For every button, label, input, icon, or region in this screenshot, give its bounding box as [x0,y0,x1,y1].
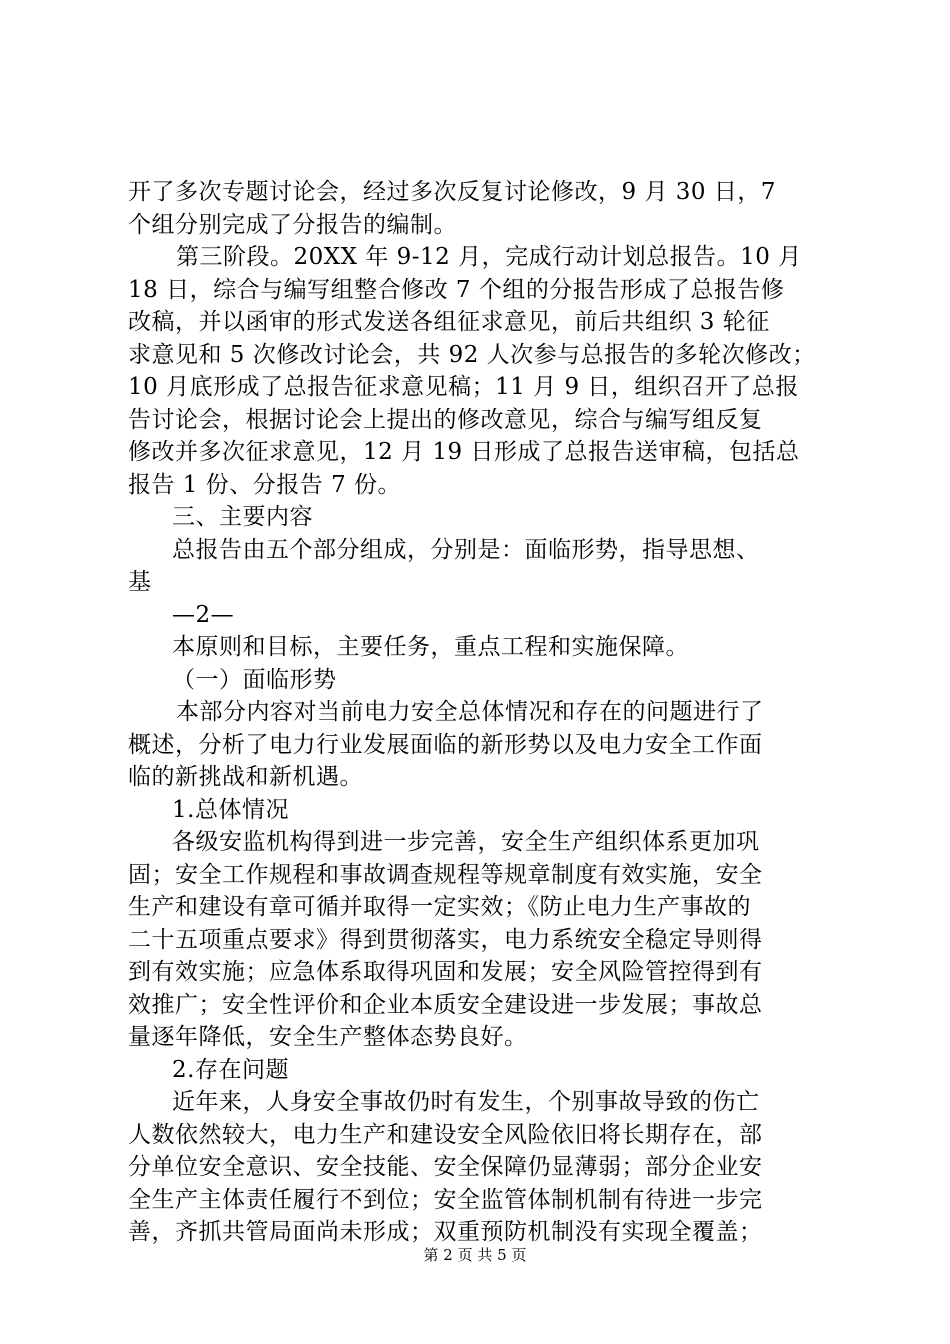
text-line: 人数依然较大，电力生产和建设安全风险依旧将长期存在，部 [128,1121,763,1148]
item-heading: 2.存在问题 [172,1056,289,1083]
page-number-marker: —2— [172,601,235,628]
document-body [128,176,828,1249]
text-line: 个组分别完成了分报告的编制。 [128,211,457,238]
text-line: 分单位安全意识、安全技能、安全保障仍显薄弱；部分企业安 [128,1154,763,1180]
text-line: 概述，分析了电力行业发展面临的新形势以及电力安全工作面 [128,731,763,758]
paragraph-start: 各级安监机构得到进一步完善，安全生产组织体系更加巩 [172,829,760,855]
text-line: 全生产主体责任履行不到位；安全监管体制机制有待进一步完 [128,1186,763,1213]
text-line: 到有效实施；应急体系取得巩固和发展；安全风险管控得到有 [128,959,763,985]
section-heading: 三、主要内容 [172,504,313,530]
paragraph-start: 总报告由五个部分组成，分别是：面临形势，指导思想、 [172,536,760,563]
text-line: 本原则和目标，主要任务，重点工程和实施保障。 [172,634,689,660]
text-line: 求意见和 5 次修改讨论会，共 92 人次参与总报告的多轮次修改； [128,341,816,368]
text-line: 二十五项重点要求》得到贯彻落实，电力系统安全稳定导则得 [128,926,763,953]
text-line: 基 [128,569,152,595]
text-line: 善，齐抓共管局面尚未形成；双重预防机制没有实现全覆盖； [128,1219,763,1245]
text-line: 效推广；安全性评价和企业本质安全建设进一步发展；事故总 [128,991,763,1018]
text-line: 告讨论会，根据讨论会上提出的修改意见，综合与编写组反复 [128,406,763,433]
item-heading: 1.总体情况 [172,796,289,823]
subsection-heading: （一）面临形势 [172,666,337,693]
text-line: 10 月底形成了总报告征求意见稿；11 月 9 日，组织召开了总报 [128,374,799,400]
text-line: 固；安全工作规程和事故调查规程等规章制度有效实施，安全 [128,861,763,888]
text-line: 生产和建设有章可循并取得一定实效；《防止电力生产事故的 [128,894,751,920]
text-line: 临的新挑战和新机遇。 [128,764,363,790]
paragraph-start: 本部分内容对当前电力安全总体情况和存在的问题进行了 [176,699,764,725]
text-line: 改稿，并以函审的形式发送各组征求意见，前后共组织 3 轮征 [128,309,770,335]
text-line: 18 日，综合与编写组整合修改 7 个组的分报告形成了总报告修 [128,276,785,303]
text-line: 修改并多次征求意见，12 月 19 日形成了总报告送审稿，包括总 [128,439,800,465]
text-line: 量逐年降低，安全生产整体态势良好。 [128,1024,528,1050]
text-line: 报告 1 份、分报告 7 份。 [128,471,402,498]
paragraph-start: 近年来，人身安全事故仍时有发生，个别事故导致的伤亡 [172,1089,760,1115]
page-footer: 第 2 页 共 5 页 [423,1246,527,1264]
text-line: 开了多次专题讨论会，经过多次反复讨论修改，9 月 30 日，7 [128,179,776,205]
paragraph-start: 第三阶段。20XX 年 9-12 月，完成行动计划总报告。10 月 [176,244,802,270]
